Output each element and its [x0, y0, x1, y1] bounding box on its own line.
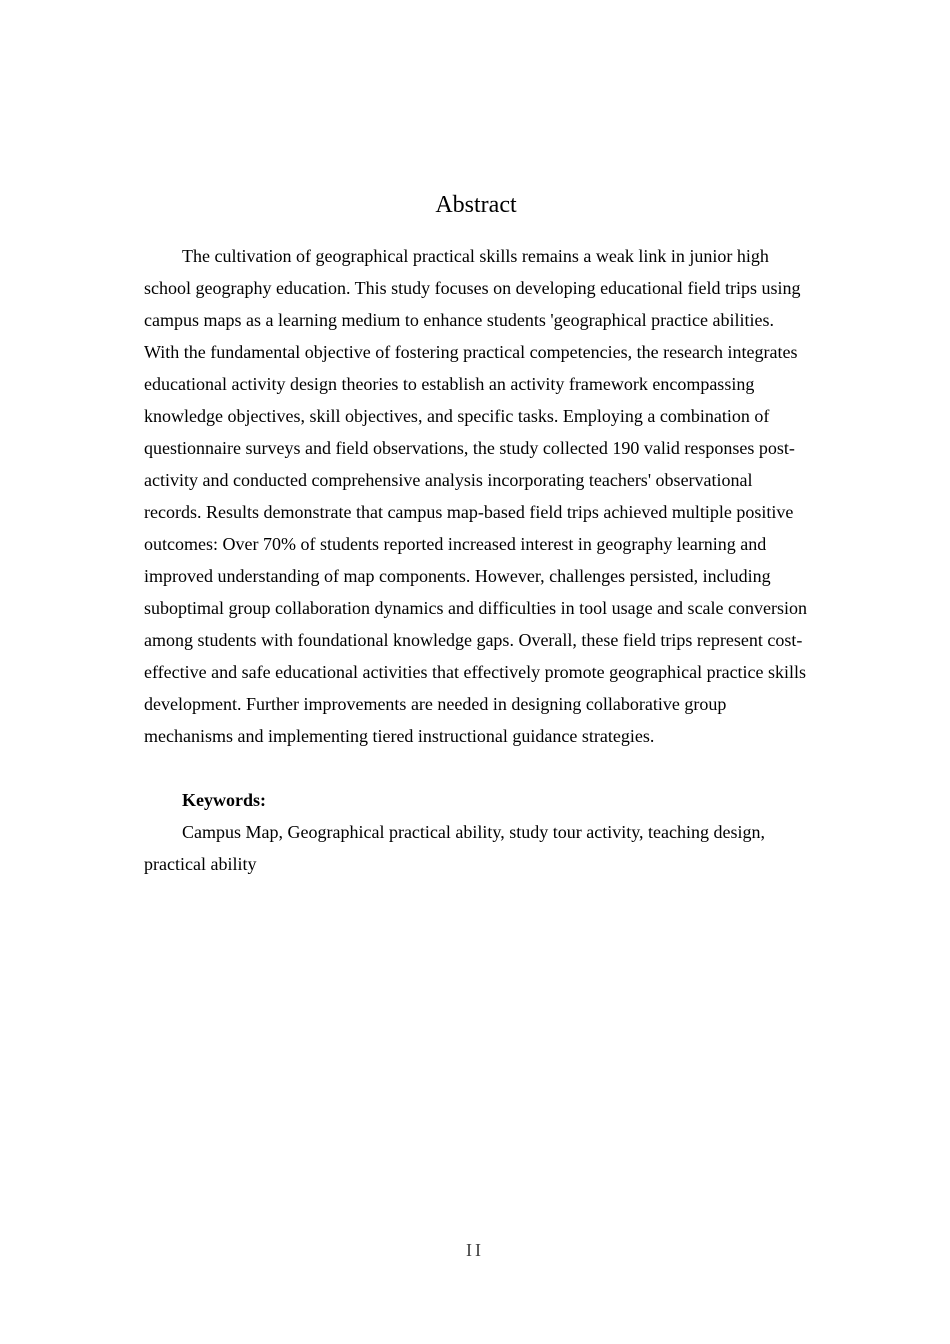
keywords-heading: Keywords: [182, 790, 266, 810]
abstract-paragraph: The cultivation of geographical practical skills remains a weak link in junior high school geography education. This study focuses on developing educational field trips using campus maps as a learning medium to enhance students 'geographical practice abilities. With the fundamental objective of fostering practical competencies, the research integrates educational activity design theories to establish an activity framework encompassing knowledge objectives, skill objectives, and specific tasks. Employing a combination of questionnaire surveys and field observations, the study collected 190 valid responses post-activity and conducted comprehensive analysis incorporating teachers' observational records. Results demonstrate that campus map-based field trips achieved multiple positive outcomes: Over 70% of students reported increased interest in geography learning and improved understanding of map components. However, challenges persisted, including suboptimal group collaboration dynamics and difficulties in tool usage and scale conversion among students with foundational knowledge gaps. Overall, these field trips represent cost-effective and safe educational activities that effectively promote geographical practice skills development. Further improvements are needed in designing collaborative group mechanisms and implementing tiered instructional guidance strategies. [144, 246, 808, 746]
abstract-title: Abstract [435, 192, 517, 218]
keywords-text: Campus Map, Geographical practical ability, study tour activity, teaching design, practical ability [144, 822, 766, 874]
abstract-section [144, 188, 808, 880]
page-number: II [466, 1240, 484, 1260]
